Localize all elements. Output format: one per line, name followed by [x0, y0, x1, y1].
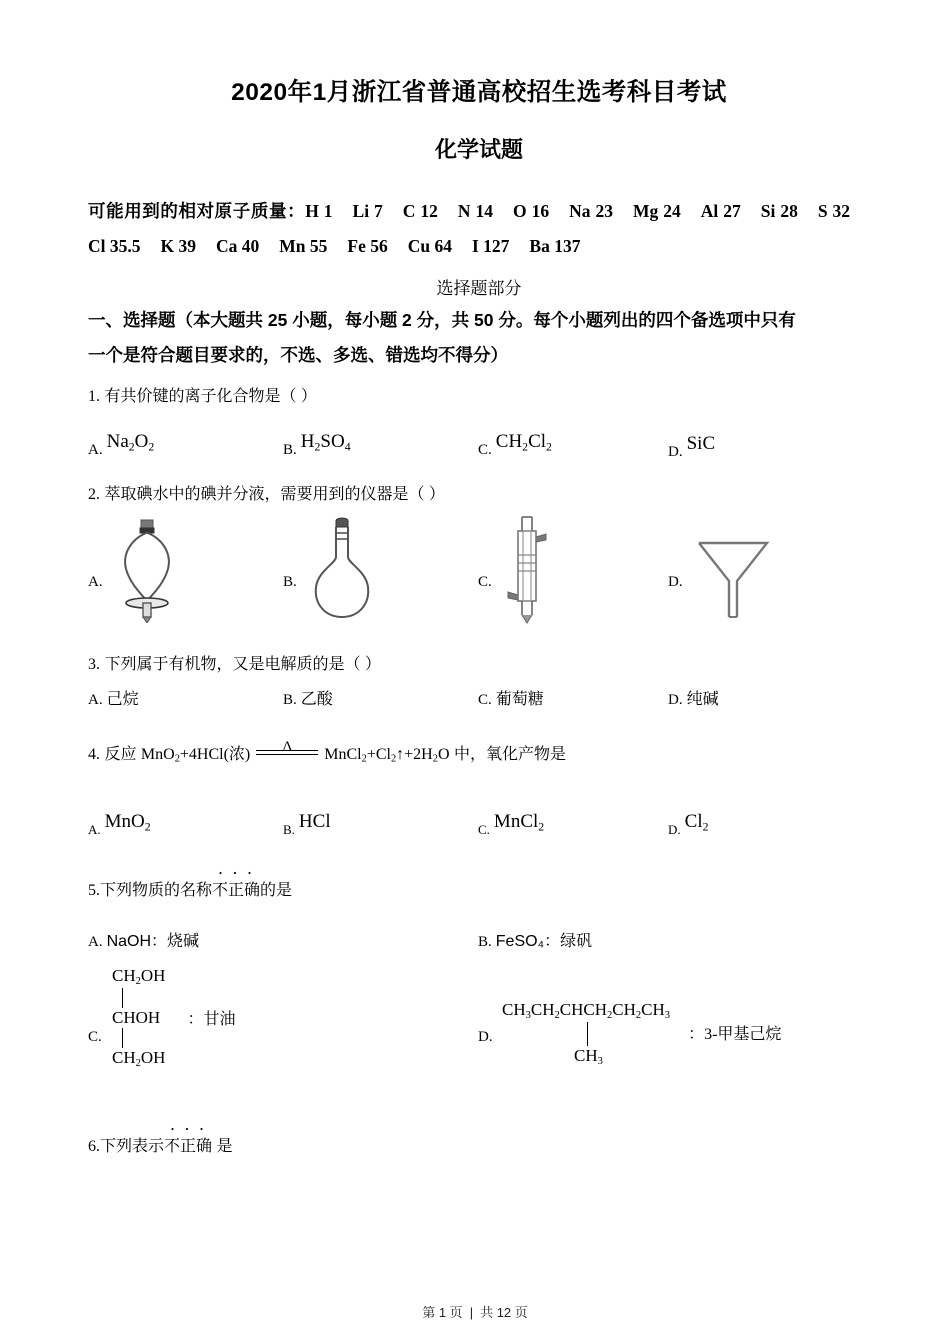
- atomic-mass-item: Mg 24: [633, 201, 681, 222]
- option-formula-ch2cl2: $CH_2Cl_2$: [495, 431, 552, 454]
- option-label: C.: [478, 692, 492, 708]
- question-6-stem: [88, 1134, 232, 1160]
- option-text: 己烷: [106, 691, 139, 708]
- atomic-mass-item: Cu 64: [407, 236, 452, 257]
- question-1-text: 有共价键的离子化合物是（ ）: [104, 388, 317, 405]
- question-1-option-b[interactable]: [283, 431, 351, 461]
- atomic-mass-item: Ca 40: [216, 236, 260, 257]
- reaction-equation: [140, 739, 450, 768]
- option-label: B.: [283, 822, 295, 837]
- option-text: FeSO₄：绿矾: [495, 933, 593, 950]
- question-5-options: [88, 928, 870, 1108]
- option-label: A.: [88, 574, 103, 590]
- separating-funnel-icon: [112, 517, 182, 628]
- option-label: D.: [478, 1029, 493, 1045]
- question-1-option-a[interactable]: [88, 431, 155, 461]
- option-formula-sic: SiC: [686, 433, 716, 454]
- question-6-text-after: 是: [212, 1138, 233, 1155]
- glycerol-structure: [112, 966, 235, 1070]
- glycerol-line-2: CHOH: [112, 1008, 161, 1028]
- option-label: D.: [668, 692, 683, 708]
- option-label: B.: [478, 934, 492, 950]
- atomic-mass-item: K 39: [160, 236, 196, 257]
- delta-symbol: Δ: [282, 739, 293, 755]
- bond-line: [122, 988, 123, 1008]
- option-formula-h2so4: $H_2SO_4$: [300, 431, 351, 454]
- question-1-option-d[interactable]: [668, 433, 716, 462]
- option-label: B.: [283, 442, 297, 458]
- reaction-products: $MnCl_2+Cl_2↑+2H_2O$: [324, 746, 450, 765]
- atomic-mass-item: Si 28: [760, 201, 798, 222]
- section-instructions: [88, 303, 870, 371]
- document-subtitle: 化学试题: [434, 137, 523, 163]
- document-title: 2020年1月浙江省普通高校招生选考科目考试: [231, 79, 727, 106]
- question-3-option-a[interactable]: [88, 686, 139, 709]
- question-1-stem: [88, 384, 317, 410]
- option-formula-hcl: HCl: [298, 811, 331, 832]
- option-label: D.: [668, 574, 683, 590]
- question-2-stem: [88, 482, 445, 508]
- question-5-emphasis: · · · 不正确: [212, 878, 260, 904]
- methylhexane-structure: [502, 1000, 781, 1068]
- atomic-mass-item: H 1: [305, 201, 333, 222]
- question-4-option-d[interactable]: [668, 811, 709, 841]
- option-text: 葡萄糖: [495, 691, 544, 708]
- question-5-text-after: 的是: [260, 882, 293, 899]
- question-5-option-d[interactable]: [478, 1028, 493, 1046]
- option-formula-na2o2: $Na_2O_2$: [106, 431, 155, 454]
- question-3-stem: [88, 652, 381, 678]
- question-6-emphasis: · · · 不正确: [164, 1134, 212, 1160]
- atomic-masses-label: 可能用到的相对原子质量：: [88, 201, 306, 222]
- atomic-mass-item: Fe 56: [347, 236, 388, 257]
- atomic-mass-item: C 12: [402, 201, 438, 222]
- page-content: [88, 0, 870, 372]
- arrow-rule: [256, 750, 318, 755]
- question-3-text: 下列属于有机物，又是电解质的是（ ）: [104, 656, 381, 673]
- option-label: C.: [478, 442, 492, 458]
- question-3-option-d[interactable]: [668, 686, 719, 709]
- methylhexane-branch: $CH_3$: [574, 1046, 603, 1067]
- question-1-options: [88, 424, 870, 464]
- bond-line: [587, 1022, 588, 1046]
- footer-page-number: 第 1 页: [422, 1305, 463, 1320]
- atomic-mass-item: Al 27: [700, 201, 741, 222]
- question-3-number: 3.: [88, 656, 100, 673]
- option-text: 纯碱: [686, 691, 719, 708]
- question-5-option-a[interactable]: [88, 928, 199, 951]
- question-4-options: [88, 800, 870, 840]
- question-5-text-before: 下列物质的名称: [100, 882, 213, 899]
- option-label: A.: [88, 934, 103, 950]
- reaction-reactants: MnO$_2$+4HCl(浓): [140, 746, 251, 765]
- question-4-prefix: 反应: [104, 746, 137, 763]
- question-5-option-b[interactable]: [478, 928, 592, 951]
- question-2-option-a[interactable]: [88, 573, 103, 591]
- question-5-stem: [88, 878, 292, 904]
- question-5-number: 5.: [88, 882, 100, 899]
- option-label: B.: [283, 692, 297, 708]
- option-text: 乙酸: [300, 691, 333, 708]
- option-label: A.: [88, 442, 103, 458]
- question-2-text: 萃取碘水中的碘并分液，需要用到的仪器是（ ）: [104, 486, 445, 503]
- option-label: D.: [668, 444, 683, 460]
- option-label: C.: [478, 574, 492, 590]
- bond-line: [122, 1028, 123, 1048]
- atomic-mass-item: Na 23: [569, 201, 614, 222]
- atomic-mass-item: Cl 35.5: [88, 236, 141, 257]
- option-label: C.: [478, 822, 490, 837]
- glycerol-line-1: $CH_2OH$: [112, 966, 166, 987]
- methylhexane-name: ：3-甲基己烷: [688, 1025, 782, 1043]
- atomic-mass-item: N 14: [457, 201, 494, 222]
- question-4-option-a[interactable]: [88, 811, 151, 841]
- question-1-number: 1.: [88, 388, 100, 405]
- question-3-option-c[interactable]: [478, 686, 544, 709]
- option-label: B.: [283, 574, 297, 590]
- option-label: A.: [88, 822, 101, 837]
- option-label: D.: [668, 822, 681, 837]
- question-1-option-c[interactable]: [478, 431, 552, 461]
- question-6-number: 6.: [88, 1138, 100, 1155]
- atomic-mass-item: Li 7: [352, 201, 383, 222]
- question-5-option-c[interactable]: [88, 1028, 102, 1046]
- question-2-option-b[interactable]: [283, 573, 297, 591]
- footer-separator: |: [469, 1305, 474, 1320]
- question-4-number: 4.: [88, 746, 100, 763]
- glycerol-chain: [112, 966, 165, 1070]
- option-label: A.: [88, 692, 103, 708]
- footer-total-pages: 共 12 页: [480, 1305, 528, 1320]
- section-heading: 选择题部分: [436, 279, 522, 299]
- methylhexane-main-chain: $CH_3CH_2CHCH_2CH_2CH_3$: [502, 1000, 671, 1021]
- instructions-line-1: 一、选择题（本大题共 25 小题，每小题 2 分，共 50 分。每个小题列出的四个备选项中只有: [88, 310, 796, 331]
- question-3-option-b[interactable]: [283, 686, 333, 709]
- volumetric-flask-icon: [306, 515, 378, 628]
- question-2-number: 2.: [88, 486, 100, 503]
- atomic-masses-block: [88, 194, 870, 264]
- option-formula-mno2: MnO$_2$: [104, 811, 151, 834]
- question-4-suffix: 中，氧化产物是: [453, 746, 566, 763]
- funnel-icon: [693, 537, 773, 624]
- page-footer: [0, 1302, 950, 1321]
- option-formula-mncl2: MnCl$_2$: [493, 811, 545, 834]
- question-2-option-c[interactable]: [478, 573, 492, 591]
- atomic-mass-item: I 127: [471, 236, 510, 257]
- glycerol-name: ：甘油: [187, 1011, 236, 1029]
- instructions-line-2: 一个是符合题目要求的，不选、多选、错选均不得分）: [88, 344, 508, 365]
- question-4-stem: [88, 739, 566, 768]
- atomic-mass-item: S 32: [817, 201, 851, 222]
- atomic-mass-item: Ba 137: [529, 236, 581, 257]
- option-formula-cl2: $Cl_2$: [684, 811, 709, 834]
- question-2-options: [88, 515, 870, 630]
- atomic-mass-item: O 16: [513, 201, 550, 222]
- option-text: NaOH：烧碱: [106, 933, 200, 950]
- condenser-icon: [500, 515, 560, 630]
- atomic-mass-item: Mn 55: [279, 236, 328, 257]
- question-4-option-b[interactable]: [283, 811, 331, 840]
- glycerol-line-3: $CH_2OH$: [112, 1047, 166, 1069]
- question-4-option-c[interactable]: [478, 811, 545, 841]
- option-label: C.: [88, 1029, 102, 1045]
- question-3-options: [88, 686, 870, 716]
- methylhexane-chain: [502, 1000, 670, 1068]
- question-2-option-d[interactable]: [668, 573, 683, 591]
- question-6-text-before: 下列表示: [100, 1138, 165, 1155]
